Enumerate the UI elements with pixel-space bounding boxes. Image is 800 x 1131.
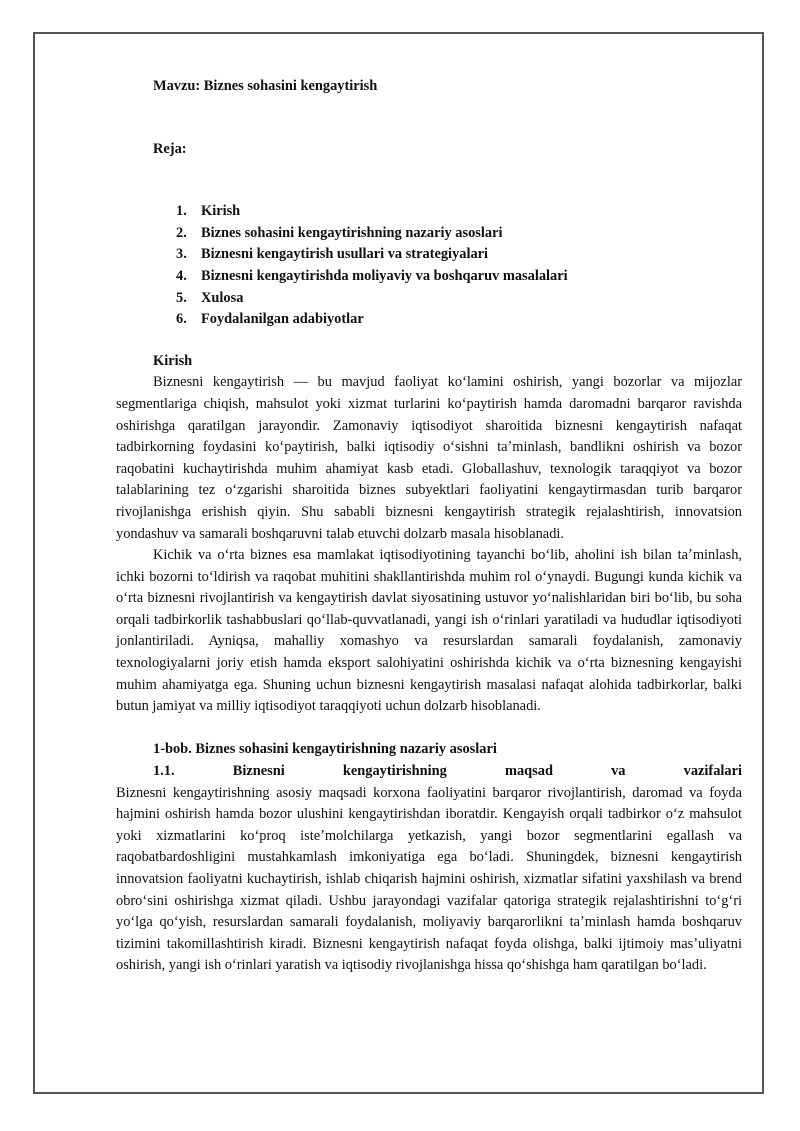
section-1-1-paragraph: Biznesni kengaytirishning asosiy maqsadi korxona faoliyatini barqaror rivojlantirish, daromad va foyda hajmini oshirish hamda bozor ulushini kengaytirishdan iboratdir. Kengayish orqali tadbirkor oʻz mahsulot yoki xizmatlarini koʻproq isteʼmolchilarga yetkazish, yangi bozor segmentlarini egallash va raqobatbardoshligini mustahkamlash imkoniyatiga ega boʻladi. Shuningdek, biznesni kengaytirish innovatsion faoliyatni kuchaytirish, ishlab chiqarish hajmini oshirish, xizmatlar sifatini yaxshilash va brend obroʻsini oshirishga xizmat qiladi. Ushbu jarayondagi vazifalar qatoriga strategik rejalashtirishni toʻgʻri yoʻlga qoʻyish, resurslardan samarali foydalanish, moliyaviy barqarorlikni taʼminlash hamda boshqaruv tizimini takomillashtirish kiradi. Biznesni kengaytirish nafaqat foyda olishga, balki ijtimoiy masʼuliyatni oshirish, yangi ish oʻrinlari yaratish va iqtisodiy rivojlanishga hissa qoʻshishga ham qaratilgan boʻladi. bbox=[116, 784, 742, 974]
intro-paragraph-2: Kichik va oʻrta biznes esa mamlakat iqtisodiyotining tayanchi boʻlib, aholini ish bilan taʼminlash, ichki bozorni toʻldirish va raqobat muhitini shakllantirishda muhim rol oʻynaydi. Bugungi kunda kichik va oʻrta biznesni rivojlantirish va kengaytirish davlat siyosatining ustuvor yoʻnalishlaridan biri boʻlib, bu soha orqali tadbirkorlik tashabbuslari qoʻllab-quvvatlanadi, yangi ish oʻrinlari yaratiladi va hududlar iqtisodiyoti jonlantiriladi. Ayniqsa, mahalliy xomashyo va resurslardan samarali foydalanish, zamonaviy texnologiyalarni joriy etish hamda eksport salohiyatini oshirishda kichik va oʻrta biznesning kengayishi muhim ahamiyatga ega. Shuning uchun biznesni kengaytirish masalasi nafaqat alohida tadbirkorlar, balki butun jamiyat va milliy iqtisodiyot taraqqiyoti uchun dolzarb hisoblanadi. bbox=[116, 547, 742, 715]
plan-label: Reja: bbox=[153, 140, 187, 157]
toc-item: 2. Biznes sohasini kengaytirishning nazariy asoslari bbox=[176, 224, 503, 241]
document-body bbox=[116, 76, 742, 977]
toc-item: 4. Biznesni kengaytirishda moliyaviy va boshqaruv masalalari bbox=[176, 267, 568, 284]
intro-paragraph-1: Biznesni kengaytirish — bu mavjud faoliyat koʻlamini oshirish, yangi bozorlar va mijozlar segmentlariga chiqish, mahsulot yoki xizmat turlarini koʻpaytirish hamda daromadni barqaror ravishda oshirishga qaratilgan jarayondir. Zamonaviy iqtisodiyot sharoitida biznesni kengaytirish nafaqat tadbirkorning foydasini koʻpaytirish, balki iqtisodiy oʻsishni taʼminlash, bandlikni oshirish va bozor raqobatini kuchaytirishda muhim ahamiyat kasb etadi. Globallashuv, texnologik taraqqiyot va bozor talablarining tez oʻzgarishi sharoitida biznes subyektlari faoliyatini kengaytirmasdan turib barqaror rivojlanishga erishish qiyin. Shu sababli biznesni kengaytirish strategik rejalashtirish, innovatsion yondashuv va samarali boshqaruvni talab etuvchi dolzarb masala hisoblanadi. bbox=[116, 374, 742, 542]
section-1-1-heading: 1.1. Biznesni kengaytirishning maqsad va vazifalari bbox=[153, 763, 742, 780]
chapter-1-heading: 1-bob. Biznes sohasini kengaytirishning nazariy asoslari bbox=[153, 741, 497, 758]
table-of-contents bbox=[116, 201, 742, 331]
toc-item: 3. Biznesni kengaytirish usullari va strategiyalari bbox=[176, 246, 489, 263]
intro-heading: Kirish bbox=[153, 352, 193, 369]
toc-item: 5. Xulosa bbox=[176, 289, 244, 306]
toc-item: 6. Foydalanilgan adabiyotlar bbox=[176, 311, 364, 328]
toc-item: 1. Kirish bbox=[176, 203, 241, 220]
document-topic: Mavzu: Biznes sohasini kengaytirish bbox=[153, 78, 378, 94]
